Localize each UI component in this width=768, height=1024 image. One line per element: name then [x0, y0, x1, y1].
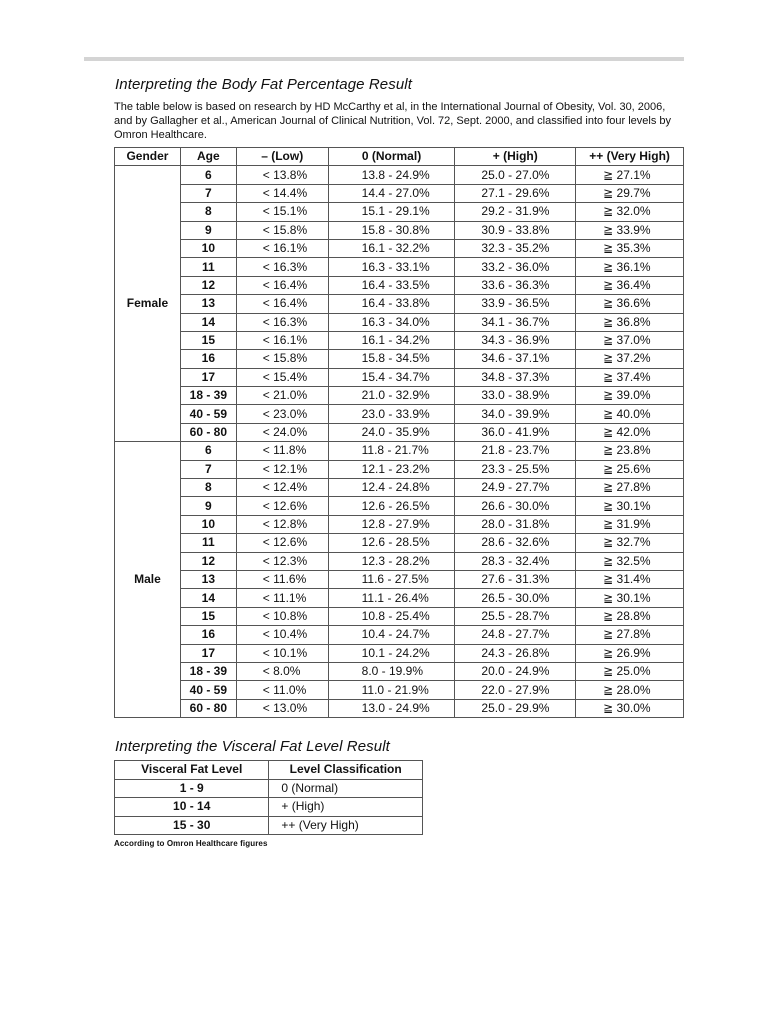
- high-cell: 28.6 - 32.6%: [455, 534, 576, 552]
- header-gender: Gender: [115, 148, 181, 166]
- high-cell: 34.8 - 37.3%: [455, 368, 576, 386]
- age-cell: 15: [180, 331, 236, 349]
- table-row: [115, 515, 684, 533]
- normal-cell: 10.1 - 24.2%: [328, 644, 455, 662]
- high-cell: 33.0 - 38.9%: [455, 387, 576, 405]
- table-row: [115, 405, 684, 423]
- very-high-cell: ≧ 30.1%: [576, 589, 684, 607]
- normal-cell: 12.4 - 24.8%: [328, 479, 455, 497]
- visceral-level-cell: 15 - 30: [115, 816, 269, 835]
- normal-cell: 15.1 - 29.1%: [328, 203, 455, 221]
- low-cell: < 10.8%: [236, 607, 328, 625]
- normal-cell: 24.0 - 35.9%: [328, 423, 455, 441]
- age-cell: 16: [180, 626, 236, 644]
- visceral-fat-table: [114, 760, 423, 835]
- age-cell: 13: [180, 295, 236, 313]
- very-high-cell: ≧ 25.6%: [576, 460, 684, 478]
- header-normal: 0 (Normal): [328, 148, 455, 166]
- age-cell: 8: [180, 479, 236, 497]
- age-cell: 17: [180, 644, 236, 662]
- age-cell: 11: [180, 258, 236, 276]
- visceral-level-cell: 1 - 9: [115, 779, 269, 798]
- low-cell: < 11.0%: [236, 681, 328, 699]
- high-cell: 23.3 - 25.5%: [455, 460, 576, 478]
- low-cell: < 15.1%: [236, 203, 328, 221]
- low-cell: < 15.4%: [236, 368, 328, 386]
- normal-cell: 14.4 - 27.0%: [328, 184, 455, 202]
- age-cell: 12: [180, 552, 236, 570]
- very-high-cell: ≧ 26.9%: [576, 644, 684, 662]
- high-cell: 36.0 - 41.9%: [455, 423, 576, 441]
- normal-cell: 12.3 - 28.2%: [328, 552, 455, 570]
- age-cell: 18 - 39: [180, 662, 236, 680]
- normal-cell: 10.4 - 24.7%: [328, 626, 455, 644]
- low-cell: < 10.4%: [236, 626, 328, 644]
- very-high-cell: ≧ 36.1%: [576, 258, 684, 276]
- very-high-cell: ≧ 42.0%: [576, 423, 684, 441]
- table-row: [115, 442, 684, 460]
- high-cell: 33.9 - 36.5%: [455, 295, 576, 313]
- low-cell: < 16.4%: [236, 276, 328, 294]
- low-cell: < 16.3%: [236, 258, 328, 276]
- table-row: [115, 699, 684, 717]
- high-cell: 34.3 - 36.9%: [455, 331, 576, 349]
- very-high-cell: ≧ 27.8%: [576, 479, 684, 497]
- normal-cell: 12.6 - 26.5%: [328, 497, 455, 515]
- high-cell: 30.9 - 33.8%: [455, 221, 576, 239]
- very-high-cell: ≧ 27.8%: [576, 626, 684, 644]
- level-classification-cell: 0 (Normal): [269, 779, 423, 798]
- low-cell: < 13.8%: [236, 166, 328, 184]
- table-row: [115, 779, 423, 798]
- header-very-high: ++ (Very High): [576, 148, 684, 166]
- age-cell: 18 - 39: [180, 387, 236, 405]
- very-high-cell: ≧ 25.0%: [576, 662, 684, 680]
- very-high-cell: ≧ 29.7%: [576, 184, 684, 202]
- low-cell: < 16.1%: [236, 239, 328, 257]
- high-cell: 26.6 - 30.0%: [455, 497, 576, 515]
- low-cell: < 16.1%: [236, 331, 328, 349]
- age-cell: 7: [180, 184, 236, 202]
- normal-cell: 23.0 - 33.9%: [328, 405, 455, 423]
- normal-cell: 16.1 - 32.2%: [328, 239, 455, 257]
- body-fat-table: [114, 147, 684, 718]
- table-row: [115, 203, 684, 221]
- age-cell: 60 - 80: [180, 699, 236, 717]
- normal-cell: 16.3 - 34.0%: [328, 313, 455, 331]
- very-high-cell: ≧ 37.2%: [576, 350, 684, 368]
- header-age: Age: [180, 148, 236, 166]
- footnote: According to Omron Healthcare figures: [114, 839, 268, 848]
- normal-cell: 11.8 - 21.7%: [328, 442, 455, 460]
- table-row: [115, 460, 684, 478]
- high-cell: 25.5 - 28.7%: [455, 607, 576, 625]
- high-cell: 24.8 - 27.7%: [455, 626, 576, 644]
- high-cell: 27.6 - 31.3%: [455, 570, 576, 588]
- low-cell: < 24.0%: [236, 423, 328, 441]
- very-high-cell: ≧ 23.8%: [576, 442, 684, 460]
- table-row: [115, 166, 684, 184]
- table-row: [115, 423, 684, 441]
- table-row: [115, 816, 423, 835]
- body-fat-section-title: Interpreting the Body Fat Percentage Result: [115, 76, 412, 93]
- normal-cell: 12.1 - 23.2%: [328, 460, 455, 478]
- normal-cell: 11.1 - 26.4%: [328, 589, 455, 607]
- visceral-header-row: [115, 761, 423, 780]
- very-high-cell: ≧ 27.1%: [576, 166, 684, 184]
- table-row: [115, 662, 684, 680]
- normal-cell: 10.8 - 25.4%: [328, 607, 455, 625]
- age-cell: 8: [180, 203, 236, 221]
- age-cell: 6: [180, 442, 236, 460]
- age-cell: 9: [180, 221, 236, 239]
- very-high-cell: ≧ 37.4%: [576, 368, 684, 386]
- visceral-fat-section-title: Interpreting the Visceral Fat Level Result: [115, 738, 390, 755]
- table-row: [115, 276, 684, 294]
- high-cell: 25.0 - 29.9%: [455, 699, 576, 717]
- very-high-cell: ≧ 32.7%: [576, 534, 684, 552]
- high-cell: 27.1 - 29.6%: [455, 184, 576, 202]
- very-high-cell: ≧ 28.0%: [576, 681, 684, 699]
- body-fat-header-row: [115, 148, 684, 166]
- very-high-cell: ≧ 40.0%: [576, 405, 684, 423]
- table-row: [115, 239, 684, 257]
- table-row: [115, 589, 684, 607]
- age-cell: 14: [180, 313, 236, 331]
- very-high-cell: ≧ 31.4%: [576, 570, 684, 588]
- low-cell: < 8.0%: [236, 662, 328, 680]
- high-cell: 21.8 - 23.7%: [455, 442, 576, 460]
- normal-cell: 15.4 - 34.7%: [328, 368, 455, 386]
- table-row: [115, 798, 423, 817]
- low-cell: < 12.8%: [236, 515, 328, 533]
- table-row: [115, 184, 684, 202]
- table-row: [115, 552, 684, 570]
- normal-cell: 16.3 - 33.1%: [328, 258, 455, 276]
- normal-cell: 21.0 - 32.9%: [328, 387, 455, 405]
- high-cell: 34.1 - 36.7%: [455, 313, 576, 331]
- very-high-cell: ≧ 33.9%: [576, 221, 684, 239]
- low-cell: < 11.6%: [236, 570, 328, 588]
- table-row: [115, 313, 684, 331]
- age-cell: 60 - 80: [180, 423, 236, 441]
- table-row: [115, 570, 684, 588]
- age-cell: 6: [180, 166, 236, 184]
- normal-cell: 11.6 - 27.5%: [328, 570, 455, 588]
- high-cell: 28.3 - 32.4%: [455, 552, 576, 570]
- level-classification-cell: ++ (Very High): [269, 816, 423, 835]
- header-level-classification: Level Classification: [269, 761, 423, 780]
- high-cell: 22.0 - 27.9%: [455, 681, 576, 699]
- visceral-level-cell: 10 - 14: [115, 798, 269, 817]
- very-high-cell: ≧ 32.5%: [576, 552, 684, 570]
- age-cell: 15: [180, 607, 236, 625]
- table-row: [115, 350, 684, 368]
- body-fat-intro-text: The table below is based on research by HD McCarthy et al, in the International Journal of Obesity, Vol. 30, 2006, and by Gallagher et al., American Journal of Clinical Nutrition, Vol. 72, Sept. 2000, and classified into four levels by Omron Healthcare.: [114, 101, 672, 141]
- high-cell: 24.9 - 27.7%: [455, 479, 576, 497]
- high-cell: 20.0 - 24.9%: [455, 662, 576, 680]
- gender-cell: Female: [115, 166, 181, 442]
- table-row: [115, 626, 684, 644]
- normal-cell: 16.4 - 33.8%: [328, 295, 455, 313]
- age-cell: 10: [180, 515, 236, 533]
- low-cell: < 12.6%: [236, 497, 328, 515]
- table-row: [115, 644, 684, 662]
- very-high-cell: ≧ 30.0%: [576, 699, 684, 717]
- low-cell: < 12.3%: [236, 552, 328, 570]
- high-cell: 25.0 - 27.0%: [455, 166, 576, 184]
- high-cell: 28.0 - 31.8%: [455, 515, 576, 533]
- age-cell: 9: [180, 497, 236, 515]
- high-cell: 32.3 - 35.2%: [455, 239, 576, 257]
- table-row: [115, 368, 684, 386]
- age-cell: 12: [180, 276, 236, 294]
- very-high-cell: ≧ 39.0%: [576, 387, 684, 405]
- low-cell: < 12.1%: [236, 460, 328, 478]
- high-cell: 33.2 - 36.0%: [455, 258, 576, 276]
- very-high-cell: ≧ 36.8%: [576, 313, 684, 331]
- very-high-cell: ≧ 37.0%: [576, 331, 684, 349]
- table-row: [115, 479, 684, 497]
- low-cell: < 10.1%: [236, 644, 328, 662]
- very-high-cell: ≧ 36.6%: [576, 295, 684, 313]
- very-high-cell: ≧ 35.3%: [576, 239, 684, 257]
- low-cell: < 12.4%: [236, 479, 328, 497]
- level-classification-cell: + (High): [269, 798, 423, 817]
- table-row: [115, 221, 684, 239]
- very-high-cell: ≧ 30.1%: [576, 497, 684, 515]
- low-cell: < 11.8%: [236, 442, 328, 460]
- table-row: [115, 497, 684, 515]
- low-cell: < 21.0%: [236, 387, 328, 405]
- normal-cell: 13.8 - 24.9%: [328, 166, 455, 184]
- age-cell: 14: [180, 589, 236, 607]
- age-cell: 11: [180, 534, 236, 552]
- age-cell: 17: [180, 368, 236, 386]
- low-cell: < 14.4%: [236, 184, 328, 202]
- very-high-cell: ≧ 36.4%: [576, 276, 684, 294]
- top-rule: [84, 57, 684, 61]
- low-cell: < 15.8%: [236, 221, 328, 239]
- high-cell: 26.5 - 30.0%: [455, 589, 576, 607]
- high-cell: 34.6 - 37.1%: [455, 350, 576, 368]
- high-cell: 34.0 - 39.9%: [455, 405, 576, 423]
- normal-cell: 16.1 - 34.2%: [328, 331, 455, 349]
- normal-cell: 8.0 - 19.9%: [328, 662, 455, 680]
- normal-cell: 16.4 - 33.5%: [328, 276, 455, 294]
- low-cell: < 11.1%: [236, 589, 328, 607]
- gender-cell: Male: [115, 442, 181, 718]
- table-row: [115, 258, 684, 276]
- low-cell: < 15.8%: [236, 350, 328, 368]
- table-row: [115, 331, 684, 349]
- normal-cell: 13.0 - 24.9%: [328, 699, 455, 717]
- table-row: [115, 607, 684, 625]
- header-high: + (High): [455, 148, 576, 166]
- age-cell: 40 - 59: [180, 405, 236, 423]
- high-cell: 24.3 - 26.8%: [455, 644, 576, 662]
- very-high-cell: ≧ 28.8%: [576, 607, 684, 625]
- age-cell: 10: [180, 239, 236, 257]
- low-cell: < 12.6%: [236, 534, 328, 552]
- normal-cell: 12.6 - 28.5%: [328, 534, 455, 552]
- high-cell: 29.2 - 31.9%: [455, 203, 576, 221]
- table-row: [115, 534, 684, 552]
- normal-cell: 15.8 - 34.5%: [328, 350, 455, 368]
- header-visceral-fat-level: Visceral Fat Level: [115, 761, 269, 780]
- age-cell: 40 - 59: [180, 681, 236, 699]
- age-cell: 7: [180, 460, 236, 478]
- table-row: [115, 387, 684, 405]
- high-cell: 33.6 - 36.3%: [455, 276, 576, 294]
- normal-cell: 12.8 - 27.9%: [328, 515, 455, 533]
- very-high-cell: ≧ 31.9%: [576, 515, 684, 533]
- table-row: [115, 681, 684, 699]
- age-cell: 13: [180, 570, 236, 588]
- low-cell: < 23.0%: [236, 405, 328, 423]
- normal-cell: 15.8 - 30.8%: [328, 221, 455, 239]
- age-cell: 16: [180, 350, 236, 368]
- normal-cell: 11.0 - 21.9%: [328, 681, 455, 699]
- low-cell: < 16.3%: [236, 313, 328, 331]
- table-row: [115, 295, 684, 313]
- very-high-cell: ≧ 32.0%: [576, 203, 684, 221]
- header-low: – (Low): [236, 148, 328, 166]
- low-cell: < 13.0%: [236, 699, 328, 717]
- low-cell: < 16.4%: [236, 295, 328, 313]
